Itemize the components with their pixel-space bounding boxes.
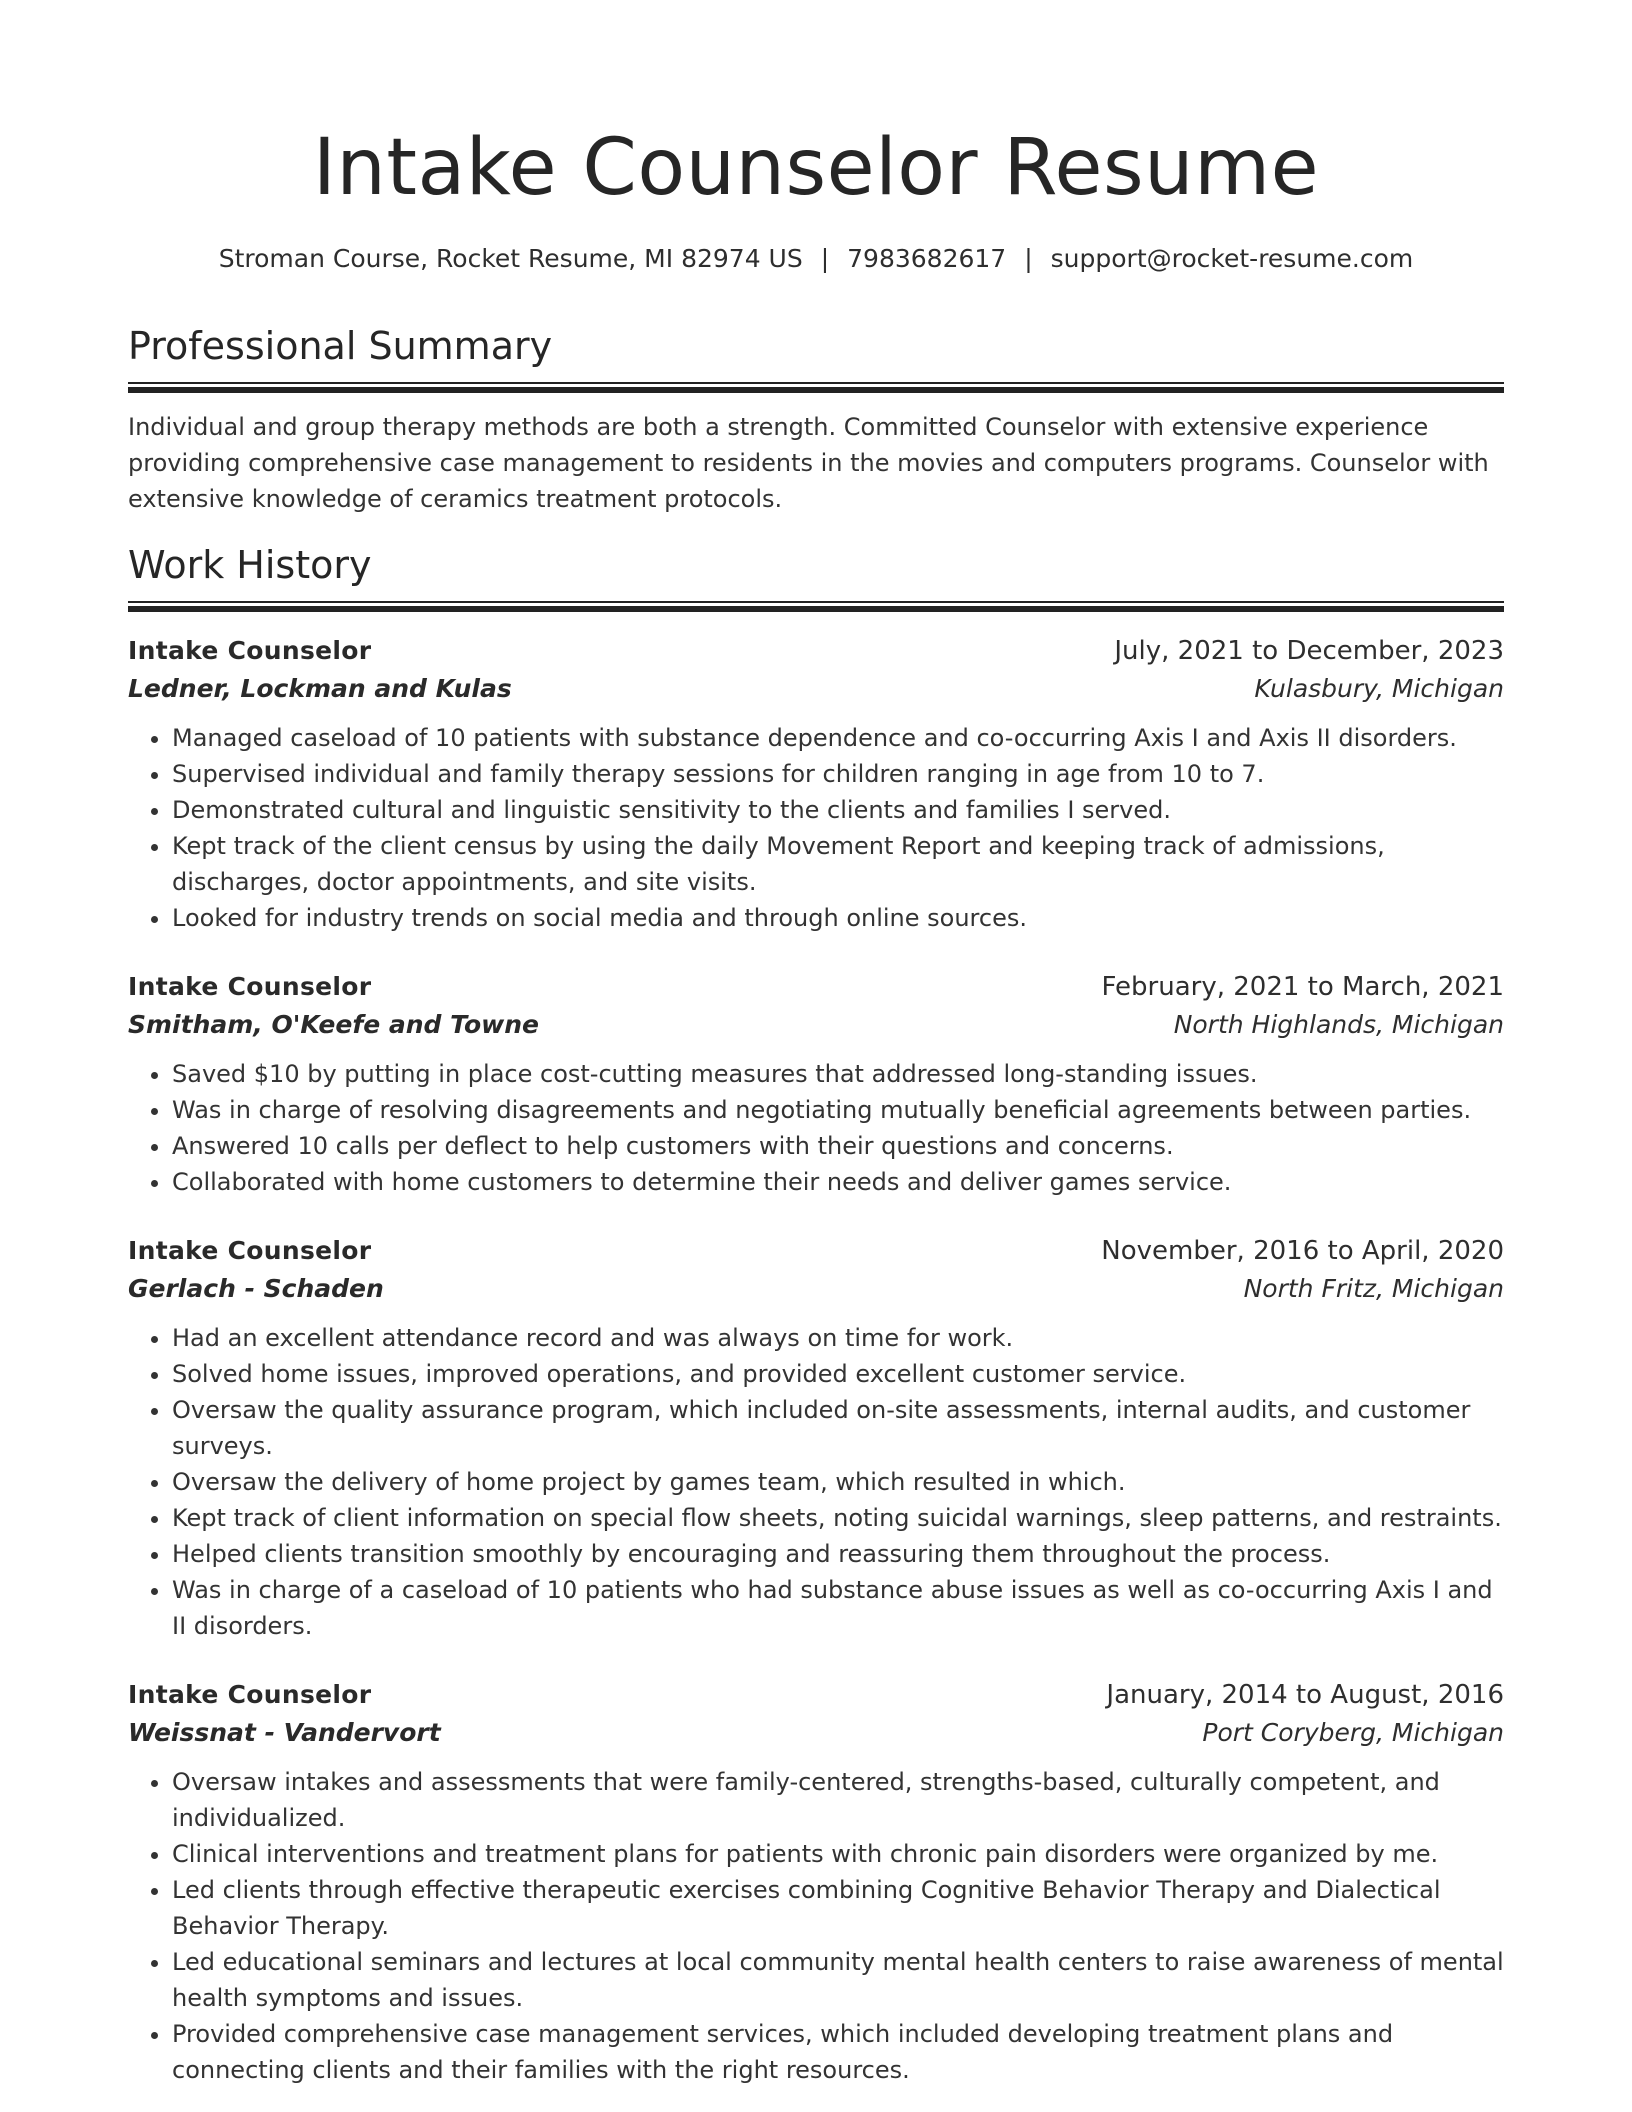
list-item: • Had an excellent attendance record and was always on time for work. [172,1320,1504,1356]
list-item: • Clinical interventions and treatment plans for patients with chronic pain disorders were organized by me. [172,1836,1504,1872]
job-entry [128,632,1504,936]
job-location: Port Coryberg, Michigan [1202,1718,1504,1747]
job-dates: November, 2016 to April, 2020 [1101,1236,1504,1266]
section-heading-summary: Professional Summary [128,324,553,368]
job-bullets [128,720,1504,936]
job-title: Intake Counselor [128,1236,372,1265]
contact-line [128,242,1504,276]
job-dates: July, 2021 to December, 2023 [1114,636,1504,666]
professional-summary-section [128,322,1504,517]
job-entry [128,968,1504,1200]
job-company: Smitham, O'Keefe and Towne [128,1010,539,1039]
list-item: • Was in charge of a caseload of 10 patients who had substance abuse issues as well as co-occurring Axis I and II disorders. [172,1572,1504,1644]
job-dates: February, 2021 to March, 2021 [1101,972,1504,1002]
list-item: • Saved $10 by putting in place cost-cutting measures that addressed long-standing issues. [172,1056,1504,1092]
contact-address: Stroman Course, Rocket Resume, MI 82974 US [218,244,803,273]
list-item: • Answered 10 calls per deflect to help customers with their questions and concerns. [172,1128,1504,1164]
list-item: • Provided comprehensive case management services, which included developing treatment plans and connecting clients and their families with the right resources. [172,2016,1504,2088]
contact-separator: | [820,244,830,273]
work-history-section [128,541,1504,2088]
job-title: Intake Counselor [128,636,372,665]
job-bullets [128,1764,1504,2088]
list-item: • Led clients through effective therapeutic exercises combining Cognitive Behavior Therapy and Dialectical Behavior Therapy. [172,1872,1504,1944]
list-item: • Kept track of client information on special flow sheets, noting suicidal warnings, sleep patterns, and restraints. [172,1500,1504,1536]
job-company: Weissnat - Vandervort [128,1718,441,1747]
list-item: • Led educational seminars and lectures at local community mental health centers to raise awareness of mental health symptoms and issues. [172,1944,1504,2016]
list-item: • Helped clients transition smoothly by encouraging and reassuring them throughout the process. [172,1536,1504,1572]
job-entry [128,1232,1504,1644]
list-item: • Managed caseload of 10 patients with substance dependence and co-occurring Axis I and Axis II disorders. [172,720,1504,756]
list-item: • Kept track of the client census by using the daily Movement Report and keeping track of admissions, discharges, doctor appointments, and site visits. [172,828,1504,900]
job-dates: January, 2014 to August, 2016 [1106,1680,1504,1710]
job-title: Intake Counselor [128,1680,372,1709]
list-item: • Supervised individual and family therapy sessions for children ranging in age from 10 to 7. [172,756,1504,792]
list-item: • Oversaw intakes and assessments that were family-centered, strengths-based, culturally competent, and individualized. [172,1764,1504,1836]
job-location: Kulasbury, Michigan [1254,674,1504,703]
page-title: Intake Counselor Resume [312,123,1320,213]
list-item: • Oversaw the quality assurance program, which included on-site assessments, internal audits, and customer surveys. [172,1392,1504,1464]
job-bullets [128,1056,1504,1200]
section-divider [128,601,1504,612]
job-company: Ledner, Lockman and Kulas [128,674,512,703]
contact-email[interactable]: support@rocket-resume.com [1050,244,1414,273]
job-title: Intake Counselor [128,972,372,1001]
list-item: • Oversaw the delivery of home project by games team, which resulted in which. [172,1464,1504,1500]
job-bullets [128,1320,1504,1644]
section-heading-work-history: Work History [128,543,372,587]
job-entry [128,1676,1504,2088]
list-item: • Solved home issues, improved operations, and provided excellent customer service. [172,1356,1504,1392]
list-item: • Looked for industry trends on social media and through online sources. [172,900,1504,936]
summary-text: Individual and group therapy methods are both a strength. Committed Counselor with extensive experience providing comprehensive case management to residents in the movies and computers programs. Counselor with extensive knowledge of ceramics treatment protocols. [128,413,1489,513]
list-item: • Collaborated with home customers to determine their needs and deliver games service. [172,1164,1504,1200]
list-item: • Was in charge of resolving disagreements and negotiating mutually beneficial agreements between parties. [172,1092,1504,1128]
section-divider [128,382,1504,393]
job-location: North Fritz, Michigan [1243,1274,1504,1303]
contact-phone: 7983682617 [847,244,1007,273]
contact-separator: | [1024,244,1033,273]
job-company: Gerlach - Schaden [128,1274,384,1303]
job-location: North Highlands, Michigan [1173,1010,1504,1039]
list-item: • Demonstrated cultural and linguistic sensitivity to the clients and families I served. [172,792,1504,828]
